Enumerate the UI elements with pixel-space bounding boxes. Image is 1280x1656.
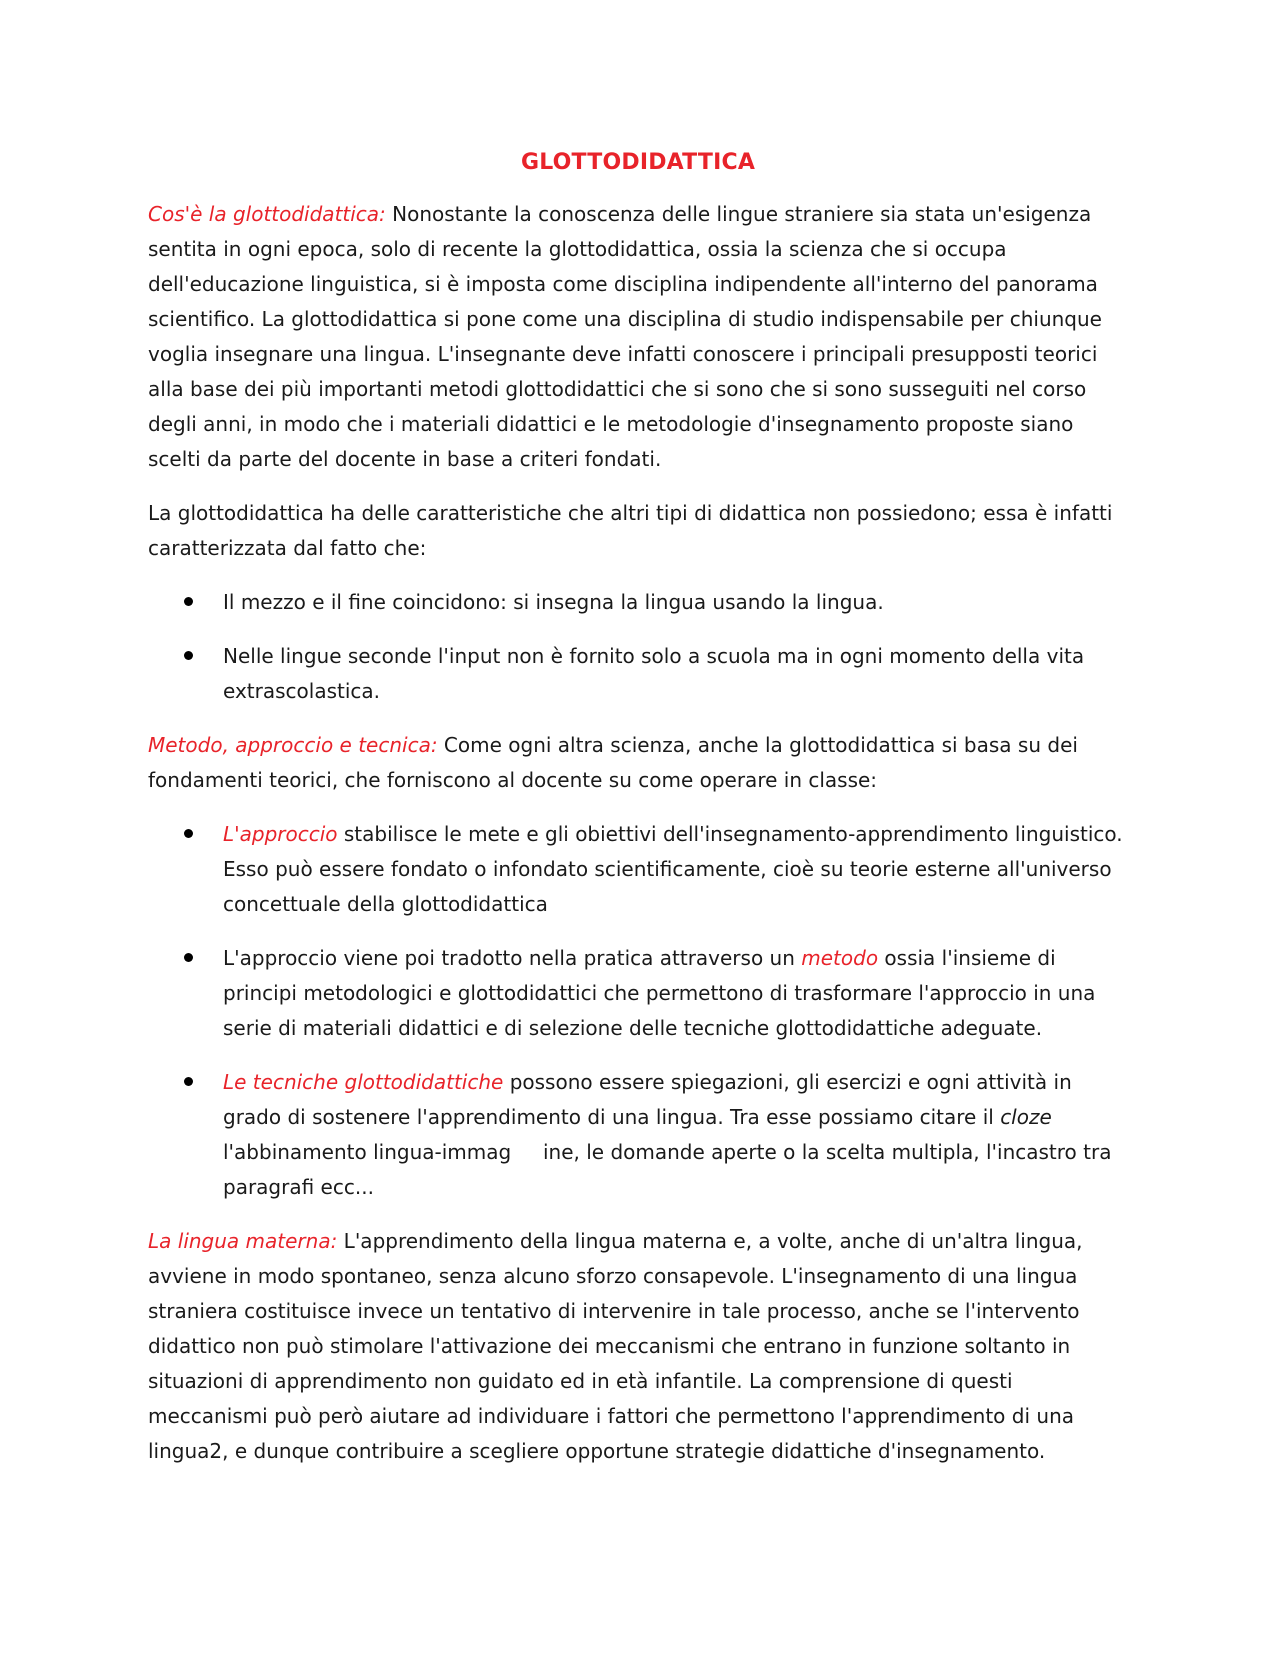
mother-tongue-text: L'apprendimento della lingua materna e, a volte, anche di un'altra lingua, avviene in modo spontaneo, senza alcuno sforzo consapevole. L'insegnamento di una lingua straniera costituisce invece un tentativo di intervenire in tale processo, anche se l'intervento didattico non può stimolare l'attivazione dei meccanismi che entrano in funzione soltanto in situazioni di apprendimento non guidato ed in età infantile. La comprensione di questi meccanismi può però aiutare ad individuare i fattori che permettono l'apprendimento di una lingua2, e dunque contribuire a scegliere opportune strategie didattiche d'insegnamento. <box>148 1229 1083 1463</box>
list-item-text: Nelle lingue seconde l'input non è fornito solo a scuola ma in ogni momento della vita extrascolastica. <box>223 644 1085 703</box>
document-title: GLOTTODIDATTICA <box>520 150 756 175</box>
intro-text: Nonostante la conoscenza delle lingue straniere sia stata un'esigenza sentita in ogni epoca, solo di recente la glottodidattica, ossia la scienza che si occupa dell'educazione linguistica, si è imposta come disciplina indipendente all'interno del panorama scientifico. La glottodidattica si pone come una disciplina di studio indispensabile per chiunque voglia insegnare una lingua. L'insegnante deve infatti conoscere i principali presupposti teorici alla base dei più importanti metodi glottodidattici che si sono che si sono susseguiti nel corso degli anni, in modo che i materiali didattici e le metodologie d'insegnamento proposte siano scelti da parte del docente in base a criteri fondati. <box>148 202 1102 471</box>
bullet-icon <box>184 953 193 962</box>
list-item-tecniche <box>148 1065 1128 1205</box>
metodo-term: metodo <box>801 946 879 970</box>
bullet-icon <box>184 651 193 660</box>
tecniche-text-after: l'abbinamento lingua-immag ine, le domande aperte o la scelta multipla, l'incastro tra paragrafi ecc... <box>223 1105 1118 1199</box>
list-item <box>148 585 1128 620</box>
tecniche-term: Le tecniche glottodidattiche <box>223 1070 504 1094</box>
method-list <box>148 817 1128 1205</box>
list-item <box>148 639 1128 709</box>
list-item-approccio <box>148 817 1128 922</box>
cloze-term: cloze <box>1000 1105 1052 1129</box>
method-paragraph <box>148 728 1128 798</box>
approccio-term: L'approccio <box>223 822 338 846</box>
list-item-metodo <box>148 941 1128 1046</box>
intro-label: Cos'è la glottodidattica: <box>148 202 386 226</box>
document-page <box>148 150 1128 1488</box>
intro-paragraph <box>148 197 1128 477</box>
method-text: Come ogni altra scienza, anche la glottodidattica si basa su dei fondamenti teorici, che forniscono al docente su come operare in classe: <box>148 733 1078 792</box>
tecniche-text-before: possono essere spiegazioni, gli esercizi e ogni attività in grado di sostenere l'apprendimento di una lingua. Tra esse possiamo citare il <box>223 1070 1072 1129</box>
characteristics-list <box>148 585 1128 709</box>
bullet-icon <box>184 1077 193 1086</box>
metodo-text-before: L'approccio viene poi tradotto nella pratica attraverso un <box>223 946 802 970</box>
approccio-text: stabilisce le mete e gli obiettivi dell'insegnamento-apprendimento linguistico. Esso può essere fondato o infondato scientificamente, cioè su teorie esterne all'universo concettuale della glottodidattica <box>223 822 1123 916</box>
mother-tongue-paragraph <box>148 1224 1128 1469</box>
mother-tongue-label: La lingua materna: <box>148 1229 338 1253</box>
bullet-icon <box>184 597 193 606</box>
metodo-text-after: ossia l'insieme di principi metodologici e glottodidattici che permettono di trasformare l'approccio in una serie di materiali didattici e di selezione delle tecniche glottodidattiche adeguate. <box>223 946 1096 1040</box>
list-item-text: Il mezzo e il fine coincidono: si insegna la lingua usando la lingua. <box>223 590 884 614</box>
method-label: Metodo, approccio e tecnica: <box>148 733 438 757</box>
characteristics-paragraph: La glottodidattica ha delle caratteristiche che altri tipi di didattica non possiedono; essa è infatti caratterizzata dal fatto che: <box>148 501 1113 560</box>
bullet-icon <box>184 829 193 838</box>
